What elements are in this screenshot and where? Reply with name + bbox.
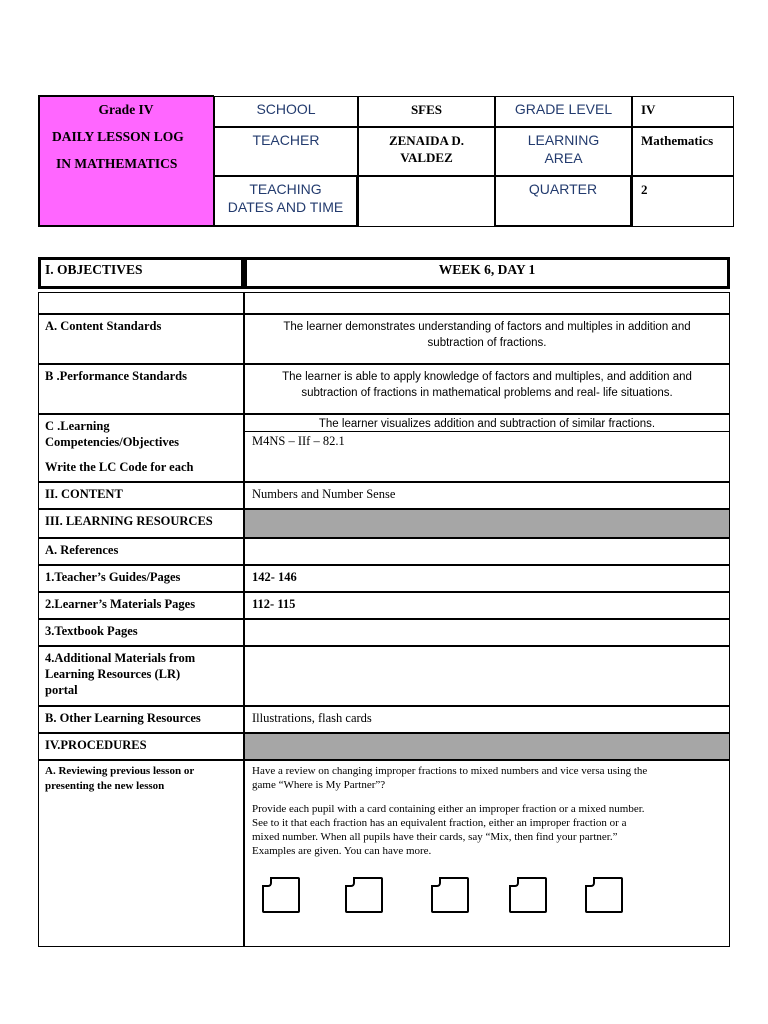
tg-value: 142- 146 bbox=[244, 565, 730, 592]
teacher-value-line-1: ZENAIDA D. bbox=[388, 133, 465, 148]
content-label: II. CONTENT bbox=[38, 482, 244, 509]
fraction-card-1 bbox=[262, 877, 300, 913]
quarter-label: QUARTER bbox=[528, 181, 598, 197]
review-label-line-2: presenting the new lesson bbox=[45, 780, 165, 792]
review-p2-line-4: Examples are given. You can have more. bbox=[252, 845, 432, 857]
quarter-label-cell bbox=[495, 176, 632, 227]
procedures-gray-cell bbox=[244, 733, 730, 760]
dates-label-cell bbox=[214, 176, 358, 227]
learning-area-label-line-1: LEARNING bbox=[527, 132, 600, 148]
content-value: Numbers and Number Sense bbox=[244, 482, 730, 509]
competencies-label-line-3: Write the LC Code for each bbox=[45, 460, 194, 474]
content-standards-value bbox=[244, 314, 730, 364]
performance-standards-value bbox=[244, 364, 730, 414]
competencies-label-line-2: Competencies/Objectives bbox=[45, 435, 179, 449]
content-standards-line-1: The learner demonstrates understanding of factors and multiples in addition and bbox=[283, 321, 691, 333]
week-label-cell bbox=[244, 257, 730, 289]
review-p2-line-2: See to it that each fraction has an equivalent fraction, either an improper fraction or a bbox=[252, 817, 627, 829]
dates-value-cell bbox=[358, 176, 495, 227]
textbook-label: 3.Textbook Pages bbox=[38, 619, 244, 646]
title-cell bbox=[38, 95, 214, 227]
empty-row-right bbox=[244, 292, 730, 314]
teacher-value-cell bbox=[358, 127, 495, 176]
competencies-value: The learner visualizes addition and subtraction of similar fractions. bbox=[318, 418, 656, 430]
school-value-cell bbox=[358, 96, 495, 127]
grade-label: Grade IV bbox=[98, 102, 154, 117]
procedures-label: IV.PROCEDURES bbox=[38, 733, 244, 760]
review-p1-line-2: game “Where is My Partner”? bbox=[252, 779, 386, 791]
other-label: B. Other Learning Resources bbox=[38, 706, 244, 733]
learning-area-label-line-2: AREA bbox=[544, 150, 583, 166]
fraction-card-4 bbox=[509, 877, 547, 913]
empty-row-left bbox=[38, 292, 244, 314]
performance-standards-line-2: subtraction of fractions in mathematical problems and real- life situations. bbox=[301, 387, 673, 399]
review-label-line-1: A. Reviewing previous lesson or bbox=[45, 765, 195, 777]
title-line-1: DAILY LESSON LOG bbox=[52, 129, 184, 144]
fraction-card-3 bbox=[431, 877, 469, 913]
teacher-label-cell bbox=[214, 127, 358, 176]
references-value bbox=[244, 538, 730, 565]
title-line-2: IN MATHEMATICS bbox=[56, 156, 178, 171]
content-standards-line-2: subtraction of fractions. bbox=[427, 337, 547, 349]
resources-label: III. LEARNING RESOURCES bbox=[38, 509, 244, 538]
grade-level-label: GRADE LEVEL bbox=[514, 101, 613, 117]
review-p2-line-1: Provide each pupil with a card containing either an improper fraction or a mixed number. bbox=[252, 803, 645, 815]
performance-standards-line-1: The learner is able to apply knowledge of factors and multiples, and addition and bbox=[282, 371, 692, 383]
quarter-value: 2 bbox=[641, 182, 648, 197]
grade-level-label-cell bbox=[495, 96, 632, 127]
objectives-label: I. OBJECTIVES bbox=[45, 262, 143, 277]
references-label: A. References bbox=[38, 538, 244, 565]
school-value: SFES bbox=[410, 102, 443, 117]
competencies-value-cell bbox=[244, 414, 730, 432]
objectives-label-cell bbox=[38, 257, 244, 289]
tg-label: 1.Teacher’s Guides/Pages bbox=[38, 565, 244, 592]
additional-label-line-3: portal bbox=[45, 683, 78, 697]
additional-label-line-1: 4.Additional Materials from bbox=[45, 651, 196, 665]
fraction-card-5 bbox=[585, 877, 623, 913]
teacher-label: TEACHER bbox=[252, 132, 320, 148]
fraction-card-2 bbox=[345, 877, 383, 913]
quarter-value-cell bbox=[632, 176, 734, 227]
school-label-cell bbox=[214, 96, 358, 127]
learning-area-value: Mathematics bbox=[641, 133, 714, 148]
dates-label-line-2: DATES AND TIME bbox=[227, 199, 344, 215]
lc-code: M4NS – IIf – 82.1 bbox=[252, 434, 345, 448]
review-value-cell bbox=[244, 760, 730, 947]
additional-label-line-2: Learning Resources (LR) bbox=[45, 667, 181, 681]
dates-label-line-1: TEACHING bbox=[249, 181, 322, 197]
content-standards-label: A. Content Standards bbox=[38, 314, 244, 364]
additional-label-cell bbox=[38, 646, 244, 706]
competencies-label-cell bbox=[38, 414, 244, 482]
textbook-value bbox=[244, 619, 730, 646]
grade-level-value-cell bbox=[632, 96, 734, 127]
learning-area-value-cell bbox=[632, 127, 734, 176]
performance-standards-label: B .Performance Standards bbox=[38, 364, 244, 414]
learning-area-label-cell bbox=[495, 127, 632, 176]
competencies-label-line-1: C .Learning bbox=[45, 419, 110, 433]
review-p1-line-1: Have a review on changing improper fractions to mixed numbers and vice versa using the bbox=[252, 765, 648, 777]
resources-gray-cell bbox=[244, 509, 730, 538]
lm-value: 112- 115 bbox=[244, 592, 730, 619]
teacher-value-line-2: VALDEZ bbox=[400, 150, 453, 165]
week-label: WEEK 6, DAY 1 bbox=[438, 262, 536, 277]
lc-code-cell bbox=[244, 431, 730, 482]
review-label-cell bbox=[38, 760, 244, 947]
school-label: SCHOOL bbox=[256, 101, 316, 117]
other-value: Illustrations, flash cards bbox=[244, 706, 730, 733]
additional-value bbox=[244, 646, 730, 706]
lm-label: 2.Learner’s Materials Pages bbox=[38, 592, 244, 619]
review-p2-line-3: mixed number. When all pupils have their cards, say “Mix, then find your partner.” bbox=[252, 831, 618, 843]
grade-level-value: IV bbox=[641, 102, 656, 117]
